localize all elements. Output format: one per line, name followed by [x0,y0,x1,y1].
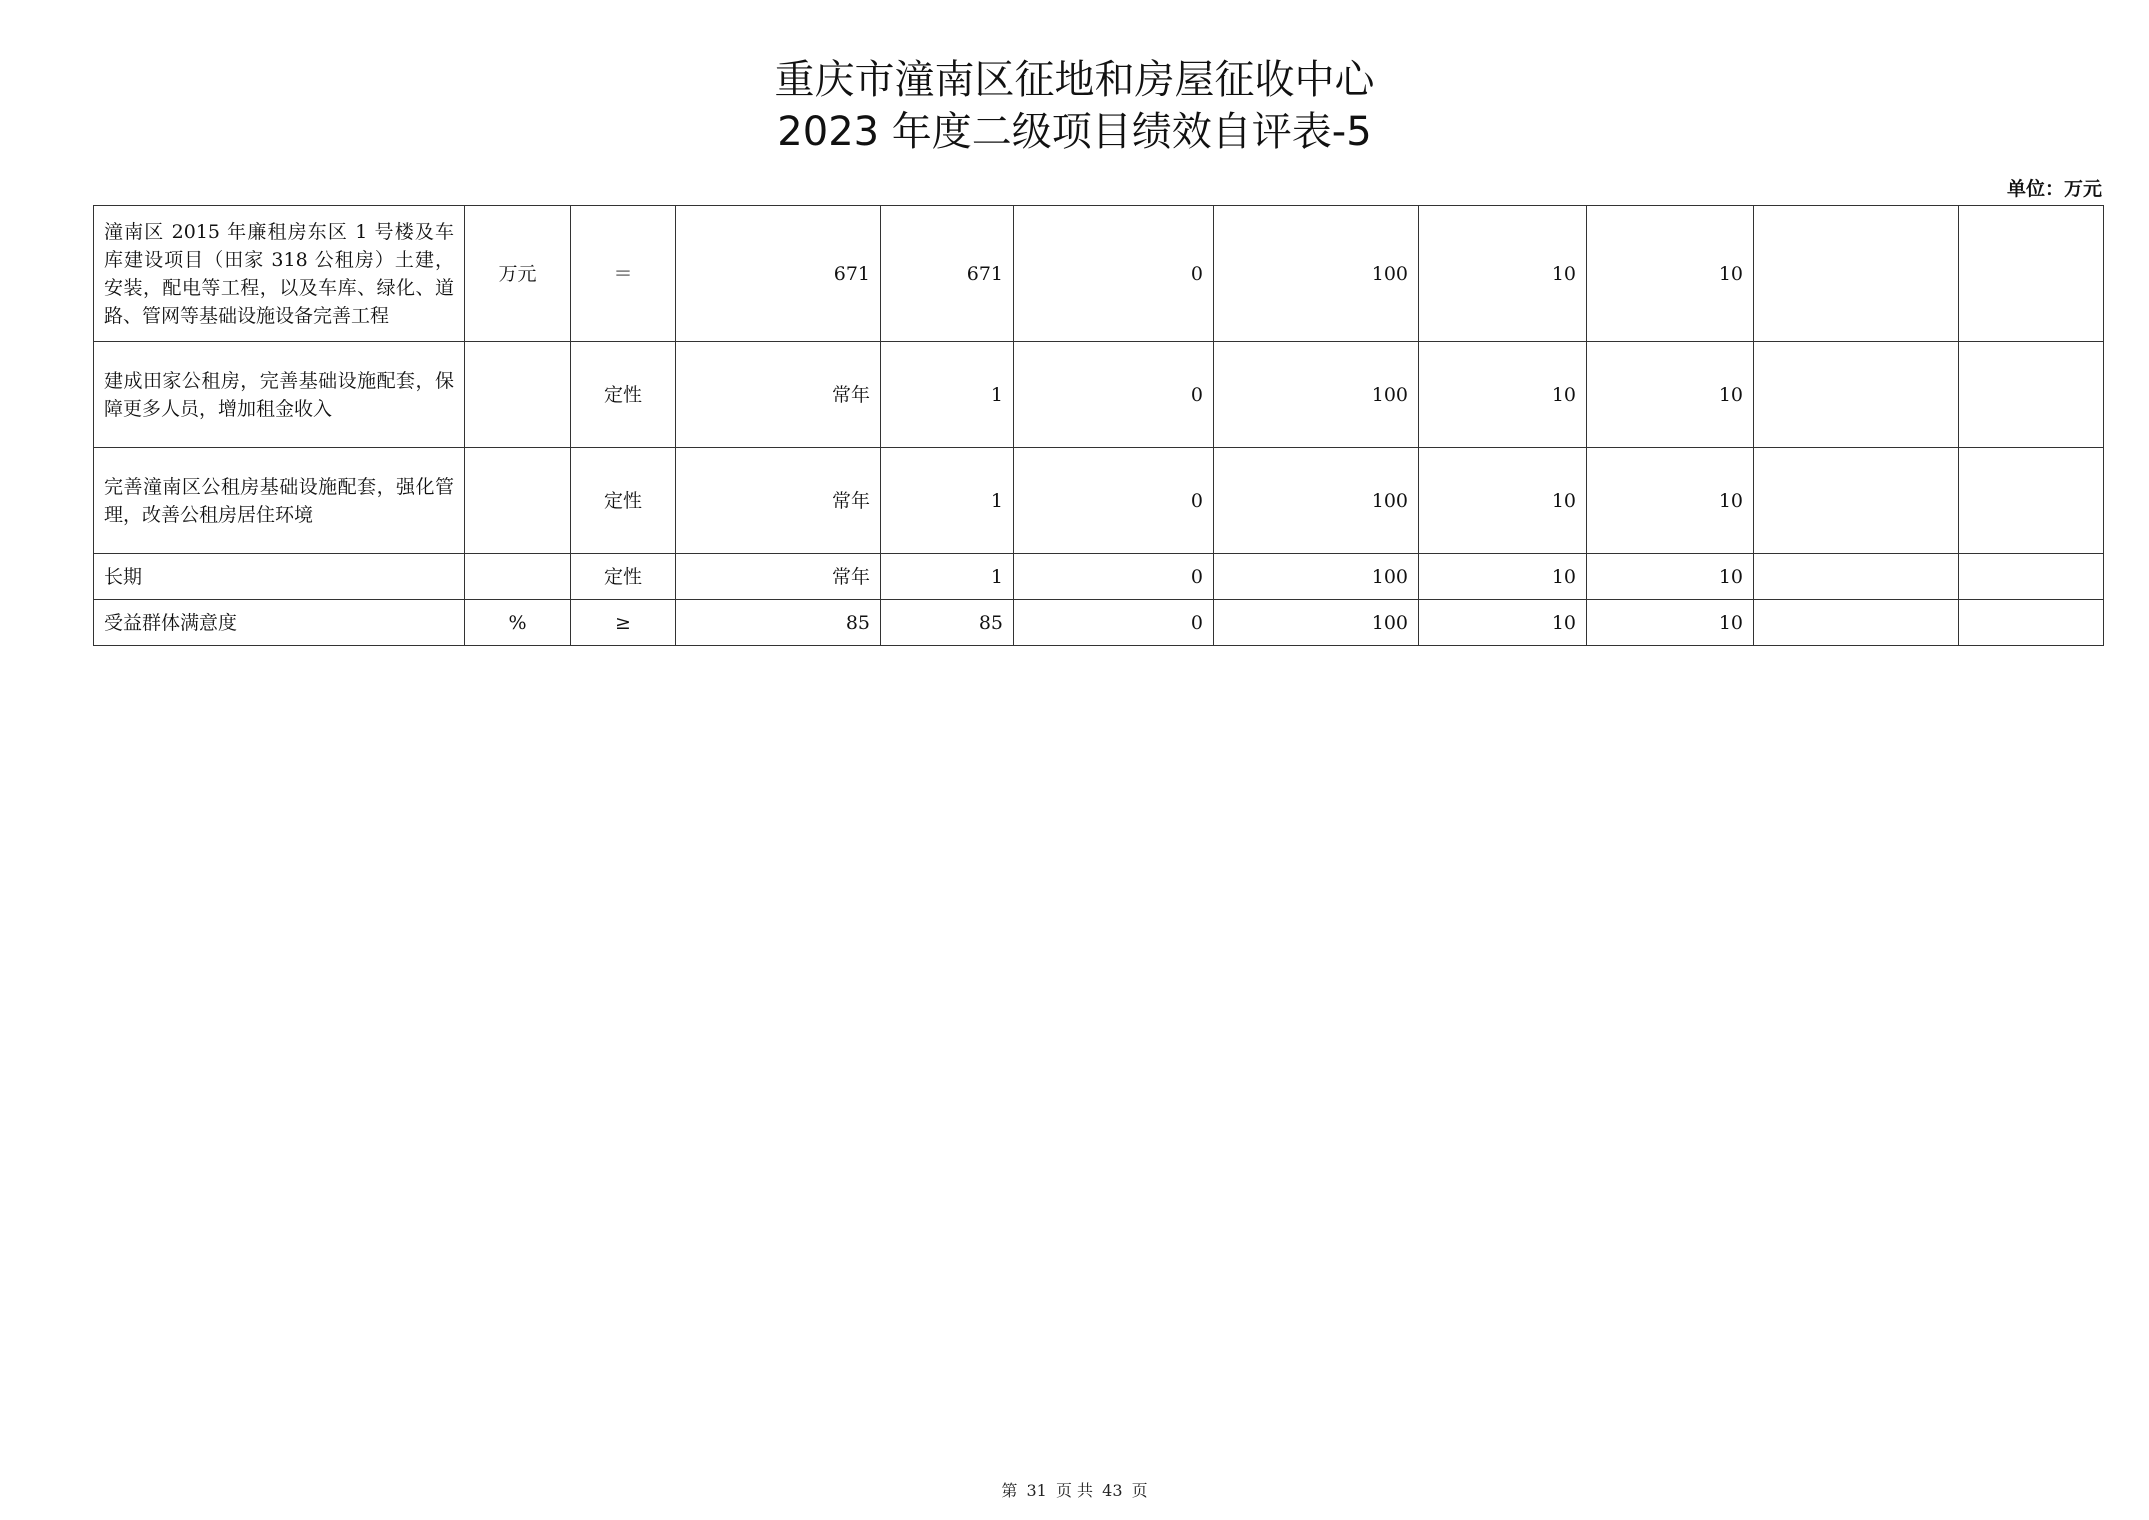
table-row [94,342,2104,448]
actual-value-cell: 85 [881,600,1014,646]
deviation-cell: 0 [1014,600,1214,646]
page-number [0,1478,2149,1501]
unit-cell [465,448,571,554]
remark-cell [1959,448,2104,554]
reason-cell [1754,342,1959,448]
unit-label: 单位：万元 [2006,178,2102,200]
unit-cell [465,554,571,600]
actual-value-cell: 1 [881,448,1014,554]
weight-cell: 10 [1419,600,1587,646]
page-subtitle: 2023 年度二级项目绩效自评表-5 [777,109,1372,155]
deviation-cell: 0 [1014,554,1214,600]
table-row [94,206,2104,342]
operator-cell: 定性 [571,554,676,600]
indicator-cell: 长期 [94,554,465,600]
score-cell: 10 [1587,342,1754,448]
reason-cell [1754,600,1959,646]
deviation-cell: 0 [1014,206,1214,342]
deviation-cell: 0 [1014,342,1214,448]
deviation-cell: 0 [1014,448,1214,554]
remark-cell [1959,206,2104,342]
reason-cell [1754,554,1959,600]
remark-cell [1959,600,2104,646]
unit-cell: 万元 [465,206,571,342]
completion-rate-cell: 100 [1214,600,1419,646]
indicator-cell: 受益群体满意度 [94,600,465,646]
completion-rate-cell: 100 [1214,554,1419,600]
page-prefix: 第 [1001,1481,1018,1500]
unit-cell [465,342,571,448]
target-value-cell: 85 [676,600,881,646]
performance-table [93,205,2104,646]
table-row [94,600,2104,646]
target-value-cell: 常年 [676,448,881,554]
operator-cell: 定性 [571,342,676,448]
target-value-cell: 常年 [676,342,881,448]
indicator-cell: 建成田家公租房，完善基础设施配套，保障更多人员，增加租金收入 [94,342,465,448]
completion-rate-cell: 100 [1214,206,1419,342]
table-row [94,554,2104,600]
weight-cell: 10 [1419,206,1587,342]
indicator-cell: 完善潼南区公租房基础设施配套，强化管理，改善公租房居住环境 [94,448,465,554]
page-current: 31 [1026,1481,1047,1500]
actual-value-cell: 1 [881,554,1014,600]
page-title: 重庆市潼南区征地和房屋征收中心 [774,57,1375,103]
remark-cell [1959,554,2104,600]
weight-cell: 10 [1419,342,1587,448]
operator-cell: ≥ [571,600,676,646]
page-total: 43 [1102,1481,1123,1500]
score-cell: 10 [1587,206,1754,342]
score-cell: 10 [1587,448,1754,554]
reason-cell [1754,206,1959,342]
target-value-cell: 常年 [676,554,881,600]
operator-cell: 定性 [571,448,676,554]
table-row [94,448,2104,554]
score-cell: 10 [1587,600,1754,646]
page-suffix: 页 [1131,1481,1148,1500]
actual-value-cell: 1 [881,342,1014,448]
actual-value-cell: 671 [881,206,1014,342]
remark-cell [1959,342,2104,448]
completion-rate-cell: 100 [1214,342,1419,448]
operator-cell: ＝ [571,206,676,342]
indicator-cell: 潼南区 2015 年廉租房东区 1 号楼及车库建设项目（田家 318 公租房）土建，安装，配电等工程，以及车库、绿化、道路、管网等基础设施设备完善工程 [94,206,465,342]
weight-cell: 10 [1419,554,1587,600]
weight-cell: 10 [1419,448,1587,554]
reason-cell [1754,448,1959,554]
completion-rate-cell: 100 [1214,448,1419,554]
score-cell: 10 [1587,554,1754,600]
target-value-cell: 671 [676,206,881,342]
page-mid: 页 共 [1055,1481,1094,1500]
unit-cell: % [465,600,571,646]
